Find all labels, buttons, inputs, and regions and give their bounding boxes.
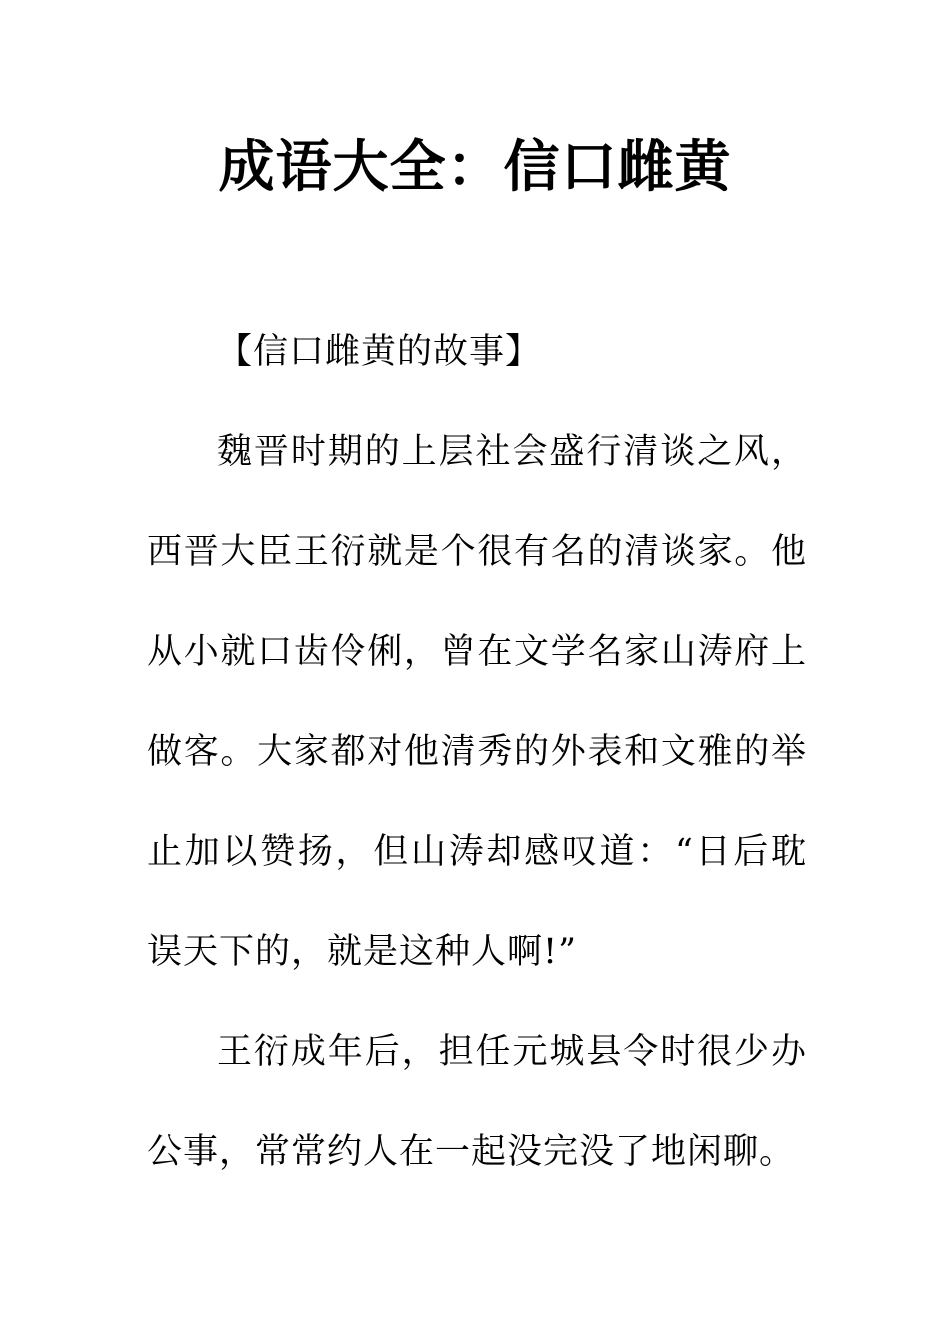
document-body	[147, 302, 807, 1202]
paragraph: 王衍成年后，担任元城县令时很少办公事，常常约人在一起没完没了地闲聊。	[147, 1032, 807, 1172]
section-heading: 【信口雌黄的故事】	[217, 332, 542, 372]
paragraph: 魏晋时期的上层社会盛行清谈之风，西晋大臣王衍就是个很有名的清谈家。他从小就口齿伶俐，曾在文学名家山涛府上做客。大家都对他清秀的外表和文雅的举止加以赞扬，但山涛却感叹道：“日后耽误天下的，就是这种人啊!”	[147, 432, 807, 972]
document-title: 成语大全：信口雌黄	[218, 135, 732, 200]
